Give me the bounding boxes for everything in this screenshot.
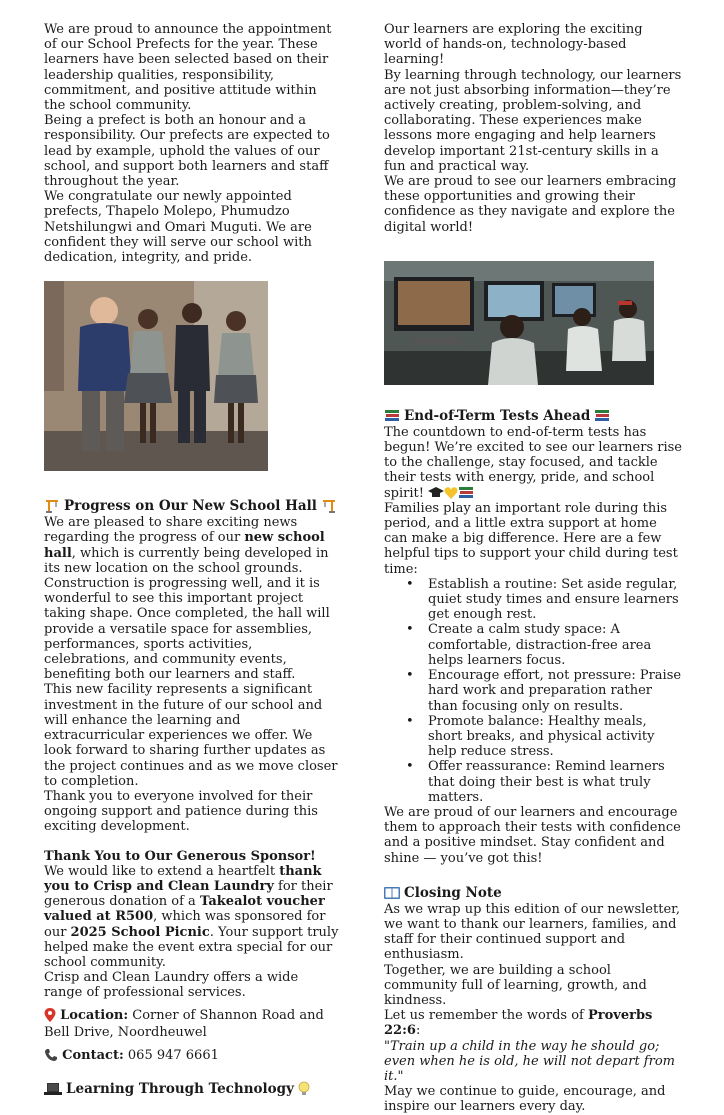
light-bulb-icon [298,1081,310,1097]
books-icon [458,486,474,500]
tech-paragraph-3: We are proud to see our learners embracing these opportunities and growing their confidence as they navigate and explore the digital world! [384,174,677,235]
tests-paragraph-3: We are proud of our learners and encourage them to approach their tests with confidence and a positive mindset. Stay confident and shine — you’ve got this! [384,804,681,866]
tech-title: Learning Through Technology [66,1080,294,1097]
hall-paragraph-1: We are pleased to share exciting news regarding the progress of our new school hall, which is currently being developed in its new location on the school grounds. [44,515,329,576]
closing-paragraph-1: As we wrap up this edition of our newsletter, we want to thank our learners, families, and staff for their continued support and enthusiasm. [384,901,681,963]
hall-heading [44,497,340,515]
sponsor-heading: Thank You to Our Generous Sponsor! [44,848,316,864]
prefects-paragraph-2: Being a prefect is both an honour and a responsibility. Our prefects are expected to lead by example, uphold the values of our school, and support both learners and staff throughout the year. [44,113,330,190]
tip-item: • Encourage effort, not pressure: Praise hard work and preparation rather than focusing only on results. [428,668,682,714]
tech-paragraph-2: By learning through technology, our learners are not just absorbing information—they’re actively creating, problem-solving, and collaborating. These experiences make lessons more engaging and help learners develop important 21st-century skills in a fun and practical way. [384,67,682,174]
hall-paragraph-3: This new facility represents a significant investment in the future of our school and will enhance the learning and extracurricular experiences we offer. We look forward to sharing further updates as the project continues and as we move closer to completion. [44,682,338,789]
technology-photo-illustration [384,261,654,385]
prefects-photo-illustration [44,281,268,471]
location-pin-icon [44,1008,56,1022]
tip-item: • Offer reassurance: Remind learners that doing their best is what truly matters. [428,759,682,805]
graduation-cap-icon [428,486,444,500]
sponsor-paragraph-1: We would like to extend a heartfelt thank you to Crisp and Clean Laundry for their generous donation of a Takealot voucher valued at R500, which was sponsored for our 2025 School Picnic. Your support truly helped make the event extra special for our school community. [44,863,339,970]
tip-item: • Promote balance: Healthy meals, short breaks, and physical activity help reduce stress. [428,714,682,760]
tip-item: • Establish a routine: Set aside regular, quiet study times and ensure learners get enough rest. [428,577,682,623]
closing-quote: "Train up a child in the way he should go; even when he is old, he will not depart from it." [384,1038,675,1084]
closing-heading [384,884,682,902]
tests-heading [384,407,682,425]
books-icon [384,409,400,423]
books-icon [594,409,610,423]
tips-list [384,577,682,805]
open-book-icon [384,886,400,900]
closing-paragraph-2: Together, we are building a school community full of learning, growth, and kindness. [384,962,647,1008]
hall-paragraph-4: Thank you to everyone involved for their ongoing support and patience during this exciting development. [44,788,318,835]
construction-crane-icon [321,498,337,514]
closing-title: Closing Note [404,884,502,901]
sponsor-paragraph-2: Crisp and Clean Laundry offers a wide range of professional services. [44,970,299,1001]
tests-paragraph-2: Families play an important role during this period, and a little extra support at home can make a big difference. Here are a few helpful tips to support your child during test time: [384,500,678,577]
hall-title: Progress on Our New School Hall [64,498,317,515]
left-column [44,22,340,1098]
sponsor-location: Location: Corner of Shannon Road and Bell Drive, Noordheuwel [44,1007,324,1040]
tech-heading [44,1080,340,1098]
tests-title: End-of-Term Tests Ahead [404,407,591,424]
construction-crane-icon [44,498,60,514]
technology-photo [384,261,654,385]
tech-paragraph-1: Our learners are exploring the exciting world of hands-on, technology-based learning! [384,22,643,68]
right-column [384,22,682,1115]
prefects-paragraph-1: We are proud to announce the appointment of our School Prefects for the year. These learners have been selected based on their leadership qualities, responsibility, commitment, and positive attitude within the school community. [44,22,332,114]
closing-paragraph-3: Let us remember the words of Proverbs 22:6: [384,1008,653,1039]
prefects-photo [44,281,268,471]
yellow-heart-icon [444,486,458,500]
prefects-paragraph-3: We congratulate our newly appointed prefects, Thapelo Molepo, Phumudzo Netshilungwi and Omari Muguti. We are confident they will serve our school with dedication, integrity, and pride. [44,189,312,266]
laptop-icon [44,1082,62,1096]
closing-paragraph-4: May we continue to guide, encourage, and inspire our learners every day. [384,1084,666,1115]
tests-paragraph-1: The countdown to end-of-term tests has begun! We’re excited to see our learners rise to the challenge, stay focused, and tackle their tests with energy, pride, and school spirit! [384,424,682,501]
sponsor-contact: Contact: 065 947 6661 [44,1047,340,1064]
tip-item: • Create a calm study space: A comfortable, distraction-free area helps learners focus. [428,622,682,668]
telephone-icon [44,1048,58,1062]
hall-paragraph-2: Construction is progressing well, and it is wonderful to see this important project taking shape. Once completed, the hall will provide a versatile space for assemblies, performances, sports activities, celebrations, and community events, benefiting both our learners and staff. [44,576,330,683]
